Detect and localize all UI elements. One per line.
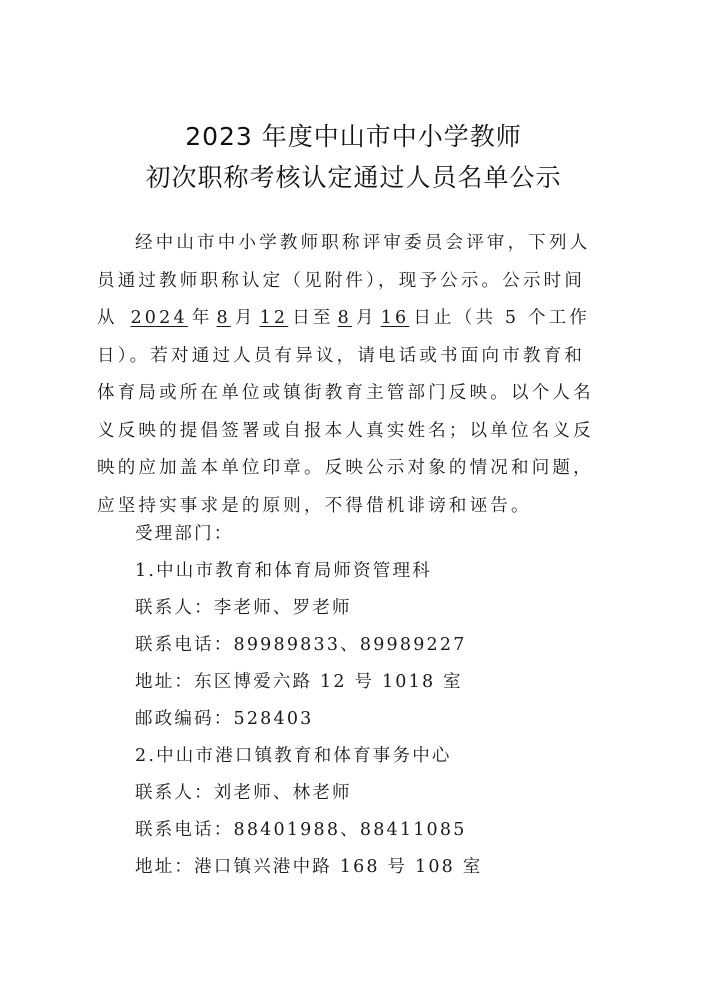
month-unit-1: 月 (234, 308, 256, 328)
dept1-person: 联系人：李老师、罗老师 (135, 598, 352, 618)
start-month: 8 (216, 308, 231, 328)
title-line-1: 2023 年度中山市中小学教师 (185, 122, 522, 151)
dept2-person: 联系人：刘老师、林老师 (135, 783, 352, 803)
start-day: 12 (259, 308, 289, 328)
day-to: 日至 (292, 308, 334, 328)
contacts-heading: 受理部门： (135, 524, 234, 544)
title-line-2: 初次职称考核认定通过人员名单公示 (145, 163, 562, 192)
dept2-address: 地址：港口镇兴港中路 168 号 108 室 (135, 857, 483, 877)
dept1-phone: 联系电话：89989833、89989227 (135, 635, 467, 655)
year-underlined: 2024 (130, 308, 188, 328)
paragraph-text-1: 经中山市中小学教师职称评审委员会评审，下列人员通过教师职称认定（见附件），现予公示。公示时间从 (97, 233, 591, 328)
dept1-name: 1.中山市教育和体育局师资管理科 (135, 561, 432, 581)
dept1-address: 地址：东区博爱六路 12 号 1018 室 (135, 672, 463, 692)
dept1-postcode: 邮政编码：528403 (135, 709, 314, 729)
dept2-phone: 联系电话：88401988、88411085 (135, 820, 467, 840)
month-unit-2: 月 (355, 308, 377, 328)
announcement-paragraph (97, 225, 602, 525)
end-day: 16 (380, 308, 410, 328)
paragraph-text-2: 日止（共 5 个工作日）。若对通过人员有异议，请电话或书面向市教育和体育局或所在单位或镇街教育主管部门反映。以个人名义反映的提倡签署或自报本人真实姓名；以单位名义反映的应加盖本单位印章。反映公示对象的情况和问题，应坚持实事求是的原则，不得借机诽谤和诬告。 (97, 308, 594, 516)
year-unit: 年 (191, 308, 213, 328)
dept2-name: 2.中山市港口镇教育和体育事务中心 (135, 746, 452, 766)
end-month: 8 (337, 308, 352, 328)
